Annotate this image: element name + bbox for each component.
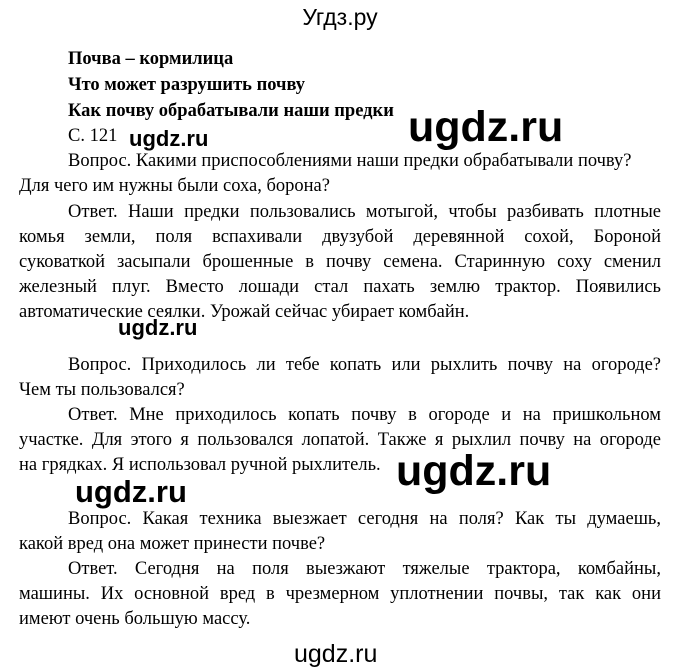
paragraph-line: Вопрос. Какими приспособлениями наши предки обрабатывали почву? — [68, 151, 632, 171]
paragraph-line: Ответ. Сегодня на поля выезжают тяжелые трактора, комбайны, — [68, 559, 661, 579]
watermark: ugdz.ru — [408, 103, 564, 151]
paragraph-line: Ответ. Наши предки пользовались мотыгой, чтобы разбивать плотные — [68, 202, 661, 222]
paragraph-line: Вопрос. Приходилось ли тебе копать или рыхлить почву на огороде? — [68, 355, 661, 375]
paragraph-line: железный плуг. Вместо лошади стал пахать землю трактор. Появились — [19, 277, 661, 297]
paragraph-line: Для чего им нужны были соха, борона? — [19, 176, 330, 196]
paragraph-line: имеют очень большую массу. — [19, 609, 251, 629]
watermark: ugdz.ru — [75, 474, 187, 509]
paragraph-line: Ответ. Мне приходилось копать почву в огороде и на пришкольном — [68, 405, 661, 425]
heading-3: Как почву обрабатывали наши предки — [68, 101, 394, 121]
site-header: Угдз.ру — [302, 4, 378, 30]
heading-1: Почва – кормилица — [68, 49, 234, 69]
paragraph-line: суковаткой засыпали брошенные в почву семена. Старинную соху сменил — [19, 252, 661, 272]
paragraph-line: участке. Для этого я пользовался лопатой. Также я рыхлил почву на огороде — [19, 430, 661, 450]
page-reference: С. 121 — [68, 126, 118, 146]
paragraph-line: какой вред она может принести почве? — [19, 534, 326, 554]
watermark: ugdz.ru — [118, 315, 198, 340]
paragraph-line: на грядках. Я использовал ручной рыхлитель. — [19, 455, 381, 475]
paragraph-line: комья земли, поля вспахивали двузубой деревянной сохой, Бороной — [19, 227, 661, 247]
heading-2: Что может разрушить почву — [68, 75, 306, 95]
watermark: ugdz.ru — [294, 640, 378, 668]
paragraph-line: Вопрос. Какая техника выезжает сегодня на поля? Как ты думаешь, — [68, 509, 661, 529]
paragraph-line: автоматические сеялки. Урожай сейчас убирает комбайн. — [19, 302, 470, 322]
watermark: ugdz.ru — [396, 447, 552, 495]
watermark: ugdz.ru — [129, 126, 209, 151]
paragraph-line: машины. Их основной вред в чрезмерном уплотнении почвы, так как они — [19, 584, 661, 604]
paragraph-line: Чем ты пользовался? — [19, 380, 185, 400]
